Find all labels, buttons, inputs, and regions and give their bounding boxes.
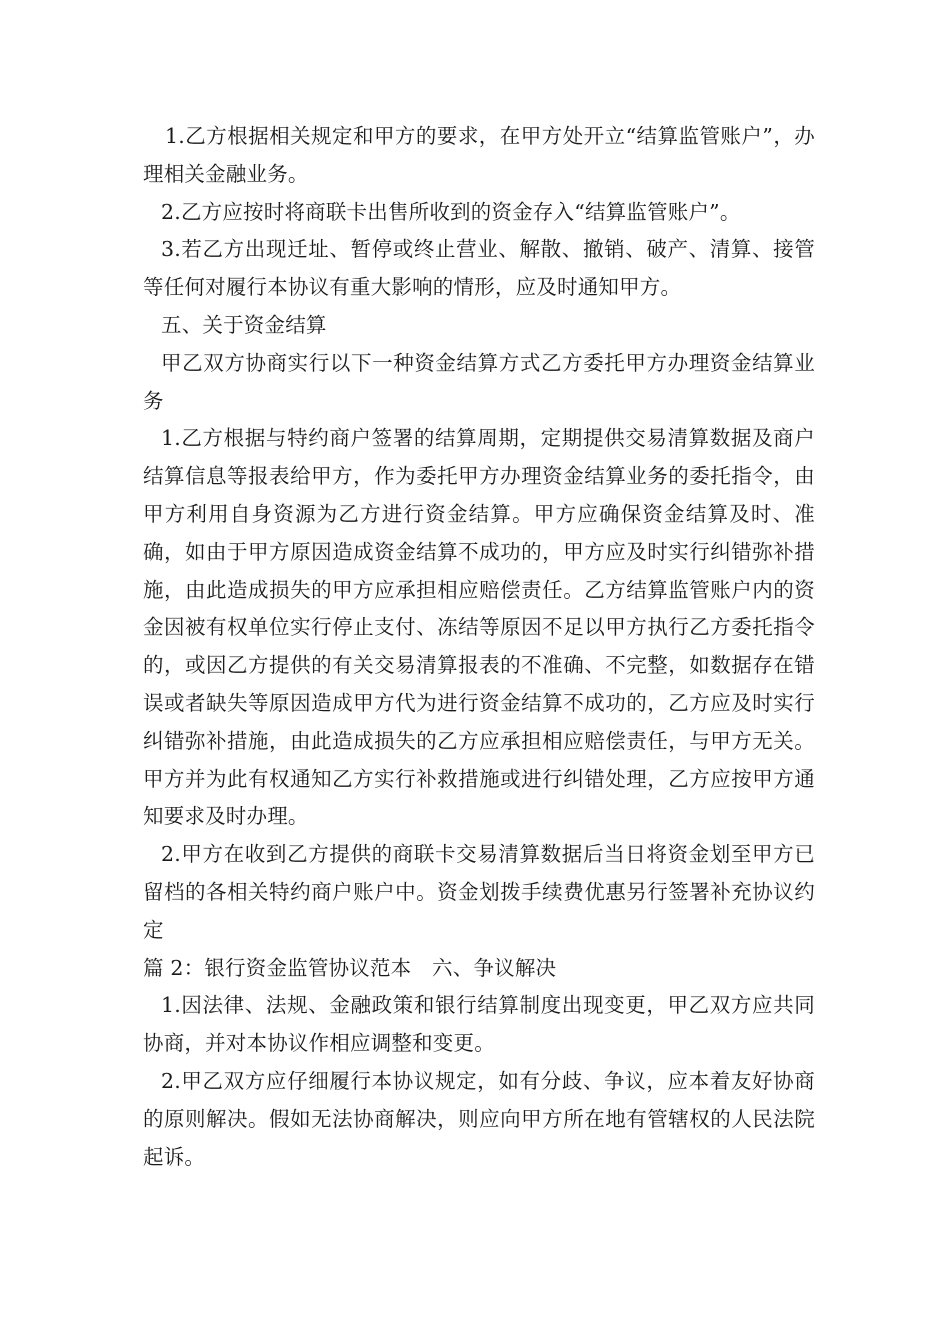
paragraph-notification: 3.若乙方出现迁址、暂停或终止营业、解散、撤销、破产、清算、接管等任何对履行本协议有重大影响的情形，应及时通知甲方。 xyxy=(143,237,815,300)
paragraph-policy-change: 1.因法律、法规、金融政策和银行结算制度出现变更，甲乙双方应共同协商，并对本协议作相应调整和变更。 xyxy=(143,993,815,1056)
paragraph-fund-deposit: 2.乙方应按时将商联卡出售所收到的资金存入“结算监管账户”。 xyxy=(161,199,741,224)
section-heading-dispute: 篇 2：银行资金监管协议范本 六、争议解决 xyxy=(143,955,557,980)
paragraph-settlement-method: 甲乙双方协商实行以下一种资金结算方式乙方委托甲方办理资金结算业务 xyxy=(143,350,815,413)
document-body xyxy=(143,118,815,1176)
paragraph-dispute-resolution: 2.甲乙双方应仔细履行本协议规定，如有分歧、争议，应本着友好协商的原则解决。假如无法协商解决，则应向甲方所在地有管辖权的人民法院起诉。 xyxy=(143,1068,815,1169)
paragraph-fund-transfer: 2.甲方在收到乙方提供的商联卡交易清算数据后当日将资金划至甲方已留档的各相关特约商户账户中。资金划拨手续费优惠另行签署补充协议约定 xyxy=(143,842,815,942)
section-heading-settlement: 五、关于资金结算 xyxy=(161,312,327,337)
paragraph-settlement-cycle: 1.乙方根据与特约商户签署的结算周期，定期提供交易清算数据及商户结算信息等报表给甲方，作为委托甲方办理资金结算业务的委托指令，由甲方利用自身资源为乙方进行资金结算。甲方应确保资金结算及时、准确，如由于甲方原因造成资金结算不成功的，甲方应及时实行纠错弥补措施，由此造成损失的甲方应承担相应赔偿责任。乙方结算监管账户内的资金因被有权单位实行停止支付、冻结等原因不足以甲方执行乙方委托指令的，或因乙方提供的有关交易清算报表的不准确、不完整，如数据存在错误或者缺失等原因造成甲方代为进行资金结算不成功的，乙方应及时实行纠错弥补措施，由此造成损失的乙方应承担相应赔偿责任，与甲方无关。甲方并为此有权通知乙方实行补救措施或进行纠错处理，乙方应按甲方通知要求及时办理。 xyxy=(143,426,815,829)
paragraph-account-opening: 1.乙方根据相关规定和甲方的要求，在甲方处开立“结算监管账户”，办理相关金融业务。 xyxy=(143,124,815,186)
